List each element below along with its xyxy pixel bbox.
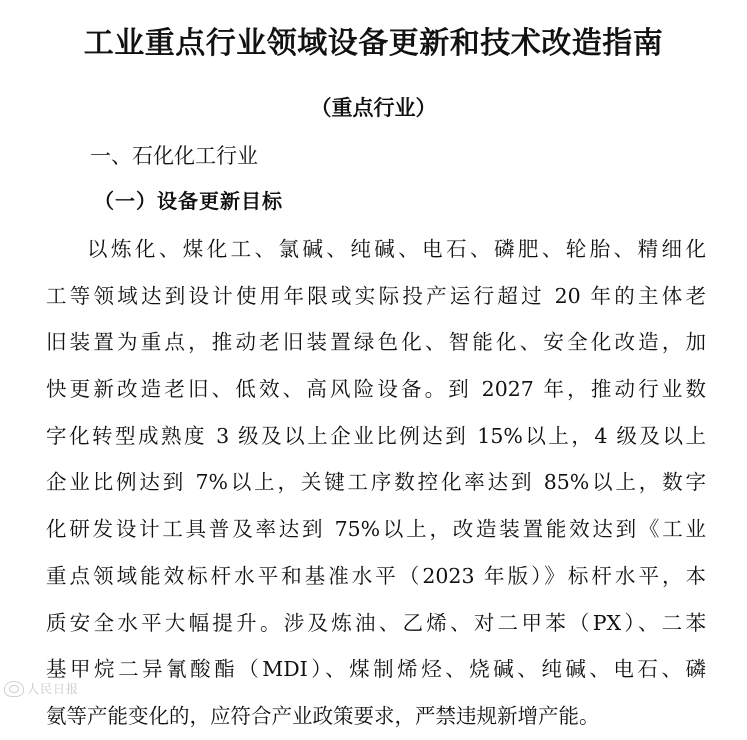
section-heading: 一、石化化工行业 — [90, 144, 258, 168]
body-paragraph — [46, 226, 706, 740]
paragraph-line: 氨等产能变化的，应符合产业政策要求，严禁违规新增产能。 — [46, 703, 600, 728]
paragraph-line: 企业比例达到 7%以上，关键工序数控化率达到 85%以上，数字 — [46, 470, 706, 495]
watermark — [4, 680, 79, 697]
paragraph-line: 以炼化、煤化工、氯碱、纯碱、电石、磷肥、轮胎、精细化 — [87, 237, 706, 261]
document-title: 工业重点行业领域设备更新和技术改造指南 — [83, 26, 664, 61]
paragraph-line: 字化转型成熟度 3 级及以上企业比例达到 15%以上，4 级及以上 — [46, 423, 706, 448]
watermark-logo-icon — [4, 681, 24, 697]
paragraph-line: 工等领域达到设计使用年限或实际投产运行超过 20 年的主体老 — [46, 283, 706, 308]
paragraph-line: 基甲烷二异氰酸酯（MDI）、煤制烯烃、烧碱、纯碱、电石、磷 — [46, 657, 706, 682]
paragraph-line: 质安全水平大幅提升。涉及炼油、乙烯、对二甲苯（PX）、二苯 — [46, 610, 706, 635]
paragraph-line: 旧装置为重点，推动老旧装置绿色化、智能化、安全化改造，加 — [46, 330, 706, 355]
paragraph-line: 重点领域能效标杆水平和基准水平（2023 年版）》标杆水平，本 — [46, 563, 706, 588]
subsection-heading: （一）设备更新目标 — [94, 189, 283, 213]
paragraph-line: 化研发设计工具普及率达到 75%以上，改造装置能效达到《工业 — [46, 517, 706, 542]
paragraph-line: 快更新改造老旧、低效、高风险设备。到 2027 年，推动行业数 — [46, 377, 706, 402]
document-subtitle: （重点行业） — [310, 95, 437, 120]
watermark-text: 人民日报 — [27, 682, 80, 696]
